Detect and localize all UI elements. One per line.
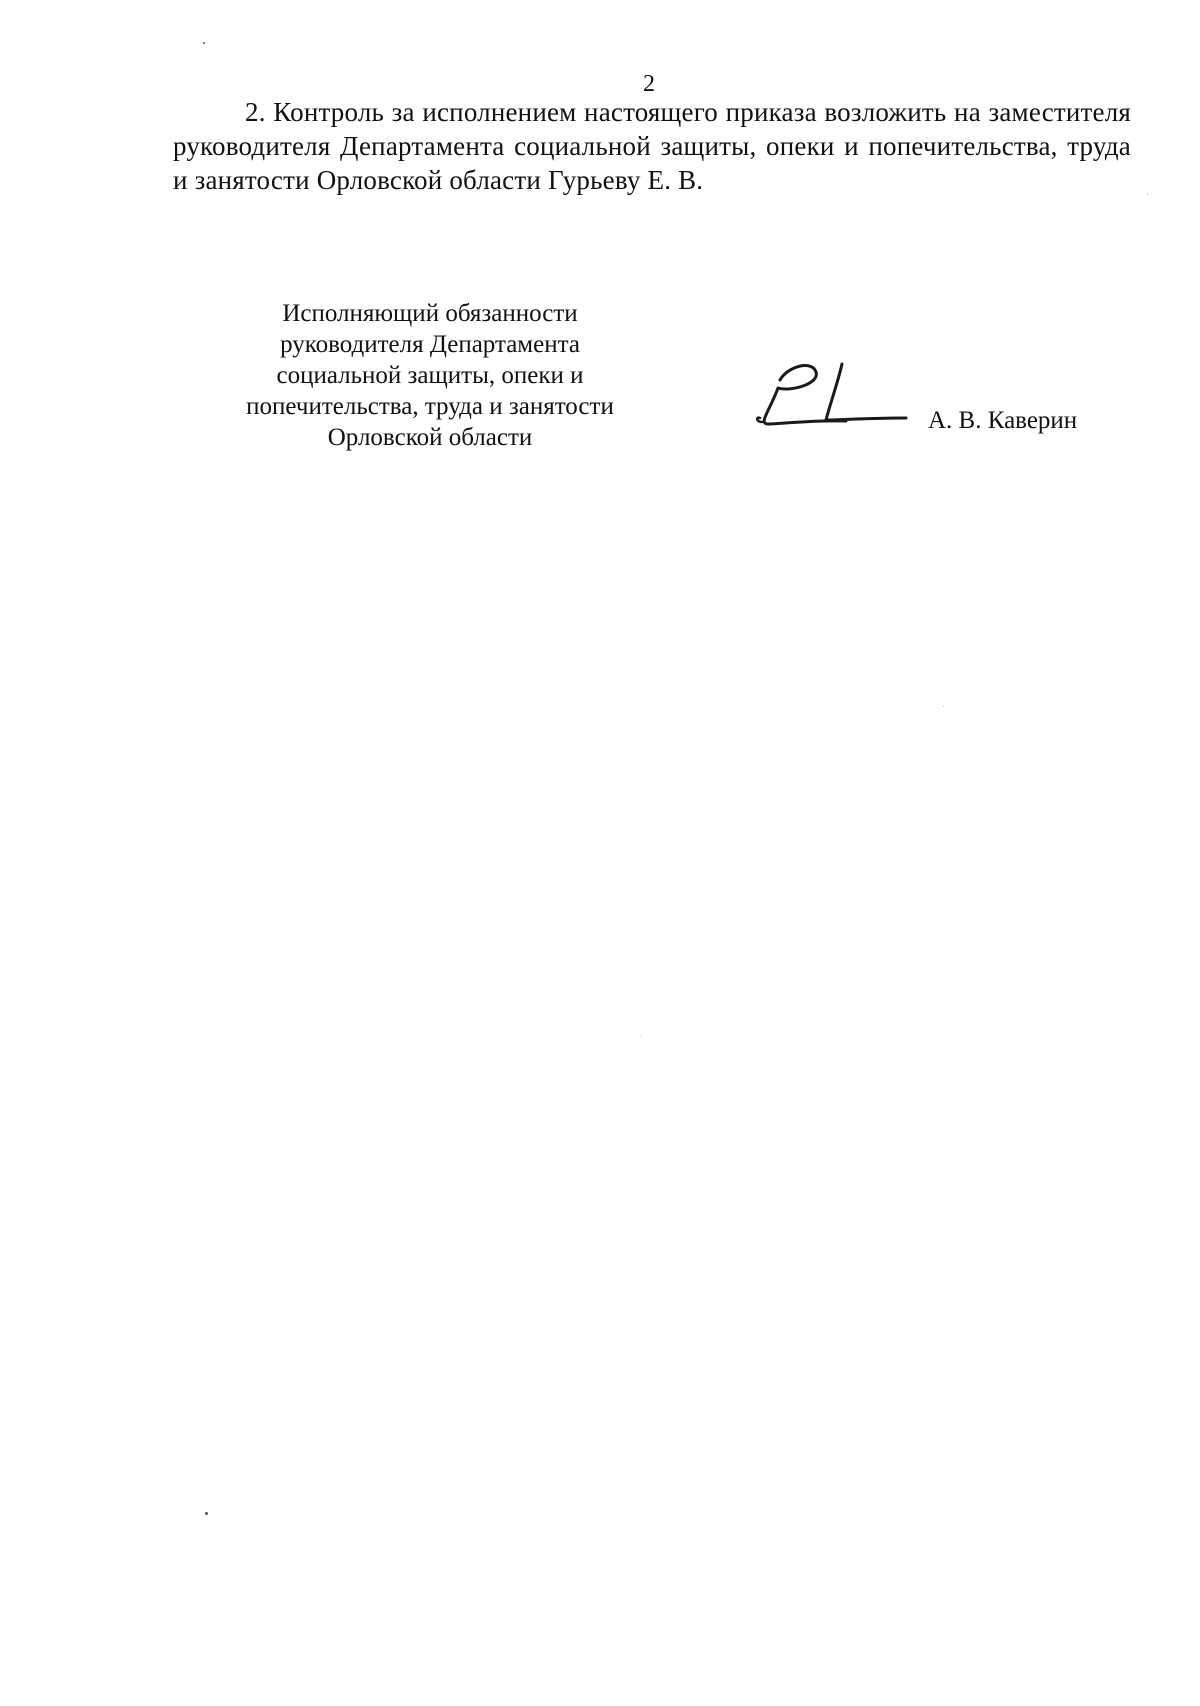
signatory-position-line: Исполняющий обязанности: [282, 300, 578, 327]
signer-name: А. В. Каверин: [928, 407, 1078, 434]
scan-speck: [203, 42, 205, 44]
signatory-position-line: руководителя Департамента: [280, 331, 580, 358]
scan-speck: [205, 1512, 208, 1515]
signatory-position-line: Орловской области: [327, 424, 533, 451]
scan-speck: [943, 706, 944, 707]
signatory-position-line: социальной защиты, опеки и: [276, 362, 584, 389]
scan-speck: [1147, 193, 1148, 195]
page-number: 2: [643, 71, 655, 97]
signatory-position-line: попечительства, труда и занятости: [246, 393, 614, 420]
signatory-position: [210, 298, 650, 453]
handwritten-signature: [750, 358, 910, 430]
body-paragraph: 2. Контроль за исполнением настоящего приказа возложить на заместителя руководителя Департамента социальной защиты, опеки и попечительства, труда и занятости Орловской области Гурьеву Е. В.: [173, 97, 1131, 195]
scan-speck: [640, 1035, 641, 1036]
